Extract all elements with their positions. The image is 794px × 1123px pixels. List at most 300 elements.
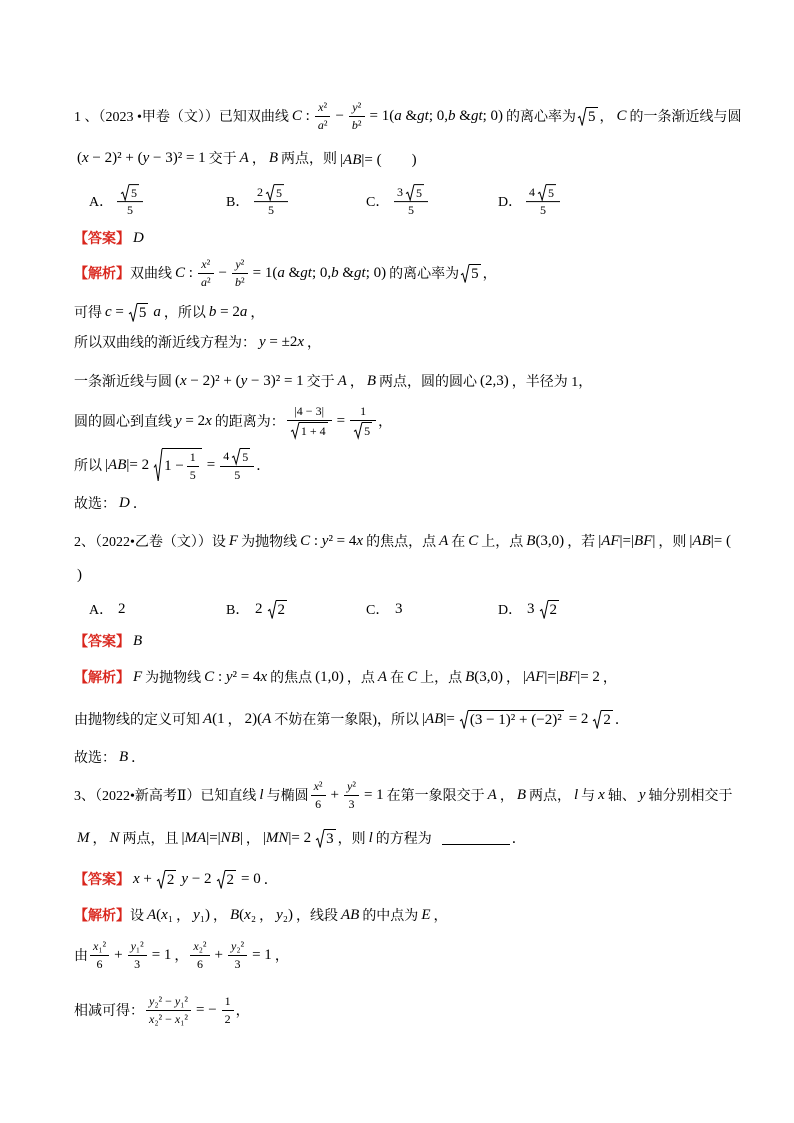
math-variable: l bbox=[574, 786, 579, 803]
denominator-text: b² bbox=[351, 117, 362, 132]
text-run: ， bbox=[599, 110, 614, 125]
numerator-text: y² bbox=[352, 100, 362, 115]
option-label: C． bbox=[366, 195, 390, 210]
math-variable: x bbox=[318, 100, 324, 115]
fraction bbox=[311, 779, 326, 811]
math-variable: N bbox=[278, 829, 289, 846]
math-expression bbox=[617, 108, 627, 125]
radical-sign-icon bbox=[121, 184, 129, 200]
radical-sign-icon bbox=[354, 422, 362, 438]
math-variable: B bbox=[558, 668, 569, 685]
math-variable: a bbox=[317, 117, 324, 132]
fraction-denominator bbox=[349, 117, 365, 132]
fraction-numerator bbox=[146, 994, 191, 1010]
math-expression: = 1(a &gt; 0,b &gt; 0) bbox=[252, 264, 387, 281]
math-variable: b bbox=[448, 107, 456, 124]
fraction-numerator bbox=[526, 184, 560, 202]
fraction bbox=[128, 939, 147, 971]
q1-stem-line-2 bbox=[74, 138, 420, 178]
solution-label: 【解析】 bbox=[74, 671, 130, 686]
math-expression: y = 2x bbox=[175, 412, 212, 429]
text-run: ，半径为 1， bbox=[511, 375, 593, 390]
math-variable: y bbox=[321, 532, 329, 549]
math-expression bbox=[229, 533, 238, 550]
math-expression: = bbox=[206, 456, 216, 473]
text-run: ， bbox=[174, 949, 189, 964]
math-expression bbox=[439, 533, 448, 550]
numerator-text: 1 bbox=[189, 450, 196, 465]
fraction-numerator bbox=[228, 939, 247, 955]
radical-sign-icon bbox=[157, 870, 165, 889]
text-run: ， bbox=[482, 267, 497, 282]
math-variable: C bbox=[407, 668, 418, 685]
math-variable: g bbox=[417, 107, 425, 124]
text-run: 轴、 bbox=[607, 789, 636, 804]
math-variable: x bbox=[82, 149, 89, 166]
text-run: ． bbox=[263, 873, 278, 888]
text-run: 故选： bbox=[74, 497, 116, 512]
radicand bbox=[165, 870, 177, 889]
radical-sign-icon bbox=[266, 184, 274, 200]
answer-label: 【答案】 bbox=[74, 635, 130, 650]
math-expression: (x − 2)² + (y − 3)² = 1 bbox=[175, 372, 304, 389]
radical-sign-icon bbox=[291, 422, 299, 438]
radicand bbox=[546, 184, 556, 200]
math-variable: B bbox=[119, 748, 129, 765]
math-variable: b bbox=[235, 274, 242, 289]
text-run: 相减可得： bbox=[74, 1004, 144, 1019]
denominator-text: 6 bbox=[96, 956, 103, 971]
math-expression bbox=[269, 150, 278, 167]
fraction bbox=[228, 939, 247, 971]
radicand bbox=[548, 600, 560, 619]
text-run: 不妨在第一象限)，所以 bbox=[274, 713, 420, 728]
denominator-text: 2 bbox=[224, 1011, 231, 1026]
option-value bbox=[524, 600, 561, 619]
radicand-text: 5 bbox=[471, 265, 479, 282]
math-expression bbox=[240, 150, 249, 167]
math-variable: b bbox=[331, 264, 339, 281]
math-variable: y bbox=[181, 870, 189, 887]
math-variable: A bbox=[487, 786, 497, 803]
text-run: 上，点 bbox=[481, 535, 524, 550]
option-value bbox=[115, 184, 145, 218]
math-expression: = − bbox=[196, 1001, 217, 1018]
fraction-denominator bbox=[222, 1011, 234, 1026]
q1-options bbox=[74, 181, 714, 221]
text-run: ，线段 bbox=[295, 909, 338, 924]
text-run: ． bbox=[131, 751, 146, 766]
math-variable: A bbox=[343, 151, 353, 168]
math-variable: t bbox=[307, 264, 312, 281]
radicand-text: (3 − 1)² + (−2)² bbox=[469, 711, 562, 728]
radical-sign-icon bbox=[538, 184, 546, 200]
answer-label: 【答案】 bbox=[74, 232, 130, 247]
option-label: A． bbox=[89, 603, 114, 618]
fraction bbox=[287, 404, 332, 438]
math-variable: M bbox=[265, 829, 279, 846]
math-variable: x bbox=[149, 1011, 155, 1026]
denominator-text: 6 bbox=[196, 956, 203, 971]
text-run: 上，点 bbox=[420, 671, 463, 686]
math-expression: C : bbox=[175, 264, 193, 281]
text-run: 交于 bbox=[208, 152, 237, 167]
math-variable: x bbox=[598, 786, 605, 803]
text-run: 在 bbox=[390, 671, 405, 686]
math-expression: C : y² = 4x bbox=[204, 668, 268, 685]
math-variable: C bbox=[616, 107, 627, 124]
radicand-text: 5 bbox=[276, 186, 282, 201]
square-root bbox=[266, 184, 284, 200]
math-expression bbox=[133, 230, 144, 247]
q3-stem-line-1 bbox=[74, 775, 733, 815]
radicand bbox=[276, 600, 288, 619]
option-value bbox=[524, 184, 562, 218]
fraction-denominator bbox=[232, 274, 248, 289]
math-variable: C bbox=[468, 532, 479, 549]
numerator-text: y² bbox=[235, 257, 245, 272]
math-variable: x bbox=[205, 412, 212, 429]
radical-sign-icon bbox=[129, 303, 137, 322]
math-expression bbox=[338, 373, 347, 390]
text-run: 圆的圆心到直线 bbox=[74, 415, 172, 430]
fraction bbox=[90, 939, 109, 971]
text-run: 故选： bbox=[74, 751, 116, 766]
text-run: 两点，则 bbox=[281, 152, 338, 167]
radical-sign-icon bbox=[121, 184, 129, 200]
text-run: ， bbox=[251, 152, 266, 167]
math-variable: B bbox=[366, 372, 377, 389]
fraction-numerator bbox=[222, 994, 234, 1010]
math-variable: B bbox=[634, 532, 644, 549]
q3-answer bbox=[74, 859, 278, 899]
square-root bbox=[121, 184, 139, 200]
math-variable: y bbox=[347, 779, 353, 794]
math-expression: 3 bbox=[527, 600, 535, 617]
radical-sign-icon bbox=[232, 448, 240, 464]
math-variable: y bbox=[130, 939, 136, 954]
square-root bbox=[129, 303, 149, 322]
math-variable: b bbox=[351, 117, 358, 132]
solution-label: 【解析】 bbox=[74, 267, 130, 282]
text-run: 轴分别相交于 bbox=[648, 789, 733, 804]
math-expression: B(3,0) bbox=[465, 668, 504, 685]
radical-sign-icon bbox=[154, 448, 162, 482]
radicand bbox=[468, 710, 564, 729]
math-variable: y bbox=[142, 149, 150, 166]
math-expression: B(x₂ bbox=[229, 906, 257, 923]
solution-label: 【解析】 bbox=[74, 909, 130, 924]
radical-sign-icon bbox=[540, 600, 548, 619]
square-root bbox=[461, 264, 481, 283]
math-variable: A bbox=[197, 829, 207, 846]
q2-answer bbox=[74, 621, 145, 661]
math-variable: M bbox=[184, 829, 198, 846]
radical-sign-icon bbox=[266, 184, 274, 200]
text-run: ， bbox=[227, 713, 242, 728]
denominator-text: 5 bbox=[234, 467, 241, 482]
math-expression bbox=[517, 787, 526, 804]
q2-stem-line-1 bbox=[74, 521, 734, 561]
radical-sign-icon bbox=[354, 422, 362, 438]
radicand bbox=[162, 448, 202, 482]
radicand-text: 5 bbox=[131, 186, 137, 201]
numerator-text: y² bbox=[347, 779, 356, 794]
fraction bbox=[117, 184, 143, 218]
q1-solution-line-5 bbox=[74, 401, 392, 441]
text-run: 所以 bbox=[74, 459, 102, 474]
q1-solution-line-4 bbox=[74, 361, 592, 401]
math-expression bbox=[133, 669, 142, 686]
math-variable: y bbox=[638, 786, 646, 803]
math-expression bbox=[367, 373, 376, 390]
denominator-text: a² bbox=[200, 274, 211, 289]
math-variable: l bbox=[259, 786, 264, 803]
fraction-numerator bbox=[254, 184, 288, 202]
math-variable: a bbox=[200, 274, 207, 289]
fraction bbox=[344, 779, 359, 811]
radical-sign-icon bbox=[540, 600, 548, 619]
math-variable: b bbox=[208, 303, 217, 320]
text-run: 的离心率为 bbox=[389, 267, 460, 282]
radicand bbox=[362, 422, 372, 438]
math-expression: + bbox=[330, 786, 339, 803]
math-variable: F bbox=[228, 532, 239, 549]
fraction-denominator bbox=[254, 203, 288, 218]
math-variable: N bbox=[109, 829, 120, 846]
math-variable: x bbox=[161, 906, 168, 923]
radical-sign-icon bbox=[593, 710, 601, 729]
fraction-denominator bbox=[117, 203, 143, 218]
fraction bbox=[190, 939, 209, 971]
fraction-denominator bbox=[187, 467, 199, 482]
text-run: ， bbox=[499, 789, 514, 804]
math-expression: x + bbox=[133, 870, 152, 887]
math-variable: y bbox=[149, 994, 155, 1009]
fraction bbox=[232, 257, 248, 289]
radicand bbox=[414, 184, 424, 200]
math-variable: A bbox=[147, 906, 157, 923]
fraction bbox=[349, 100, 365, 132]
math-variable: x bbox=[180, 372, 187, 389]
radical-sign-icon bbox=[578, 107, 586, 126]
math-variable: x bbox=[133, 870, 140, 887]
math-variable: y bbox=[352, 100, 358, 115]
math-variable: A bbox=[425, 710, 435, 727]
math-variable: x bbox=[356, 532, 364, 549]
text-run: 两点，且 bbox=[122, 832, 179, 847]
radical-sign-icon bbox=[406, 184, 414, 200]
radicand-text: 2 bbox=[277, 601, 285, 618]
math-expression bbox=[110, 830, 120, 847]
fraction-denominator bbox=[315, 117, 331, 132]
fraction bbox=[350, 404, 376, 438]
math-variable: C bbox=[300, 532, 311, 549]
text-run: ， bbox=[602, 671, 617, 686]
text-run: 与 bbox=[581, 789, 596, 804]
radical-sign-icon bbox=[578, 107, 586, 126]
math-expression: − bbox=[335, 107, 344, 124]
math-expression: A(1 bbox=[203, 710, 225, 727]
radical-sign-icon bbox=[461, 264, 469, 283]
numerator-text: x² bbox=[201, 257, 211, 272]
math-variable: B bbox=[352, 151, 362, 168]
math-variable: y bbox=[235, 257, 241, 272]
fraction-numerator bbox=[220, 448, 254, 466]
radical-sign-icon bbox=[593, 710, 601, 729]
text-run: 2、（2022•乙卷（文））设 bbox=[74, 535, 226, 550]
radical-sign-icon bbox=[316, 829, 324, 848]
math-expression bbox=[133, 633, 142, 650]
q1-solution-line-3 bbox=[74, 322, 321, 362]
text-run: ， bbox=[250, 306, 265, 321]
option-a bbox=[89, 599, 129, 619]
numerator-text: 1 bbox=[360, 404, 367, 419]
option-a bbox=[89, 184, 145, 218]
math-variable: B bbox=[516, 786, 526, 803]
radical-sign-icon bbox=[268, 600, 276, 619]
math-variable: A bbox=[439, 532, 449, 549]
denominator-text: 3 bbox=[134, 956, 141, 971]
square-root bbox=[232, 448, 250, 464]
option-label: C． bbox=[366, 603, 390, 618]
math-variable: A bbox=[108, 456, 118, 473]
math-variable: B bbox=[350, 906, 360, 923]
option-label: B． bbox=[226, 603, 250, 618]
math-expression: 2)(A bbox=[244, 710, 272, 727]
text-run: 可得 bbox=[74, 306, 102, 321]
math-variable: F bbox=[643, 532, 653, 549]
math-expression: 2 bbox=[255, 600, 263, 617]
radicand-text: 5 bbox=[242, 450, 249, 465]
math-variable: y bbox=[225, 668, 233, 685]
denominator-text: 3 bbox=[348, 796, 355, 811]
math-expression: ) bbox=[77, 566, 82, 583]
square-root bbox=[578, 107, 598, 126]
text-run: ，点 bbox=[346, 671, 375, 686]
math-variable: C bbox=[175, 264, 186, 281]
q3-solution-line-3 bbox=[74, 990, 250, 1030]
radicand bbox=[274, 184, 284, 200]
math-variable: y bbox=[276, 906, 283, 923]
option-b bbox=[226, 599, 289, 619]
text-run: 的方程为 bbox=[375, 832, 432, 847]
q2-options bbox=[74, 589, 714, 629]
option-d bbox=[498, 599, 561, 619]
math-expression bbox=[369, 830, 373, 847]
text-run: 交于 bbox=[306, 375, 335, 390]
math-variable: B bbox=[230, 829, 240, 846]
math-expression: (1,0) bbox=[315, 668, 344, 685]
fraction-numerator bbox=[90, 939, 109, 955]
math-expression bbox=[468, 533, 478, 550]
square-root bbox=[540, 600, 560, 619]
text-run: ， bbox=[235, 1004, 250, 1019]
option-c bbox=[366, 184, 430, 218]
square-root bbox=[157, 870, 177, 889]
math-expression: C : bbox=[291, 107, 310, 124]
fraction bbox=[220, 448, 254, 482]
text-run: ． bbox=[511, 832, 526, 847]
math-variable: y bbox=[174, 994, 181, 1009]
math-variable: A bbox=[692, 532, 702, 549]
math-expression: |MA|=|NB| bbox=[181, 829, 243, 846]
option-label: D． bbox=[498, 195, 523, 210]
math-expression: |AB|= bbox=[422, 710, 455, 727]
q1-conclusion bbox=[74, 483, 147, 523]
math-variable: x bbox=[93, 939, 99, 954]
math-expression: y₁) bbox=[193, 906, 210, 923]
math-variable: A bbox=[526, 668, 536, 685]
math-expression bbox=[598, 787, 605, 804]
math-expression bbox=[77, 830, 90, 847]
square-root bbox=[538, 184, 556, 200]
math-expression: y − 2 bbox=[181, 870, 212, 887]
math-variable: l bbox=[368, 829, 373, 846]
text-run: 的中点为 bbox=[362, 909, 419, 924]
radical-sign-icon bbox=[217, 870, 225, 889]
math-expression: y₂) bbox=[276, 906, 293, 923]
math-variable: C bbox=[291, 107, 302, 124]
math-variable: F bbox=[535, 668, 545, 685]
radicand bbox=[129, 184, 139, 200]
text-run: ， bbox=[307, 336, 322, 351]
text-run: ，则 bbox=[658, 535, 687, 550]
radical-sign-icon bbox=[291, 422, 299, 438]
fraction-numerator bbox=[198, 257, 214, 273]
math-variable: F bbox=[610, 532, 620, 549]
fraction-denominator bbox=[526, 203, 560, 218]
fraction-denominator bbox=[287, 421, 332, 438]
math-expression: (x − 2)² + (y − 3)² = 1 bbox=[77, 149, 206, 166]
fraction-numerator bbox=[315, 100, 331, 116]
radicand bbox=[586, 107, 598, 126]
fraction bbox=[146, 994, 191, 1026]
math-variable: t bbox=[361, 264, 366, 281]
radical-sign-icon bbox=[154, 448, 162, 482]
text-run: ， bbox=[92, 832, 107, 847]
math-variable: a bbox=[394, 107, 402, 124]
numerator-text: y₂² − y₁² bbox=[149, 994, 188, 1009]
math-expression bbox=[378, 669, 387, 686]
math-variable: A bbox=[601, 532, 611, 549]
q2-solution-line-1 bbox=[74, 657, 617, 697]
radical-sign-icon bbox=[232, 448, 240, 464]
radicand-text: 2 bbox=[603, 711, 611, 728]
q3-solution-line-2 bbox=[74, 935, 289, 975]
text-run: ， bbox=[176, 909, 191, 924]
math-expression: 3 bbox=[395, 600, 403, 617]
math-expression: |MN|= 2 bbox=[262, 829, 312, 846]
option-d bbox=[498, 184, 562, 218]
math-variable: C bbox=[204, 668, 215, 685]
text-run: ， bbox=[506, 671, 521, 686]
radicand-text: 5 bbox=[416, 186, 422, 201]
math-expression: |AB|= ( bbox=[689, 532, 731, 549]
math-variable: B bbox=[133, 632, 143, 649]
math-variable: B bbox=[229, 906, 240, 923]
numerator-text: x₂² bbox=[193, 939, 207, 954]
numerator-text: x² bbox=[318, 100, 328, 115]
math-expression bbox=[259, 787, 263, 804]
fraction-numerator bbox=[117, 184, 143, 202]
radicand bbox=[601, 710, 613, 729]
text-run: ． bbox=[614, 713, 629, 728]
option-value bbox=[392, 184, 430, 218]
answer-label: 【答案】 bbox=[74, 873, 130, 888]
math-variable: A bbox=[203, 710, 213, 727]
math-expression bbox=[119, 495, 130, 512]
